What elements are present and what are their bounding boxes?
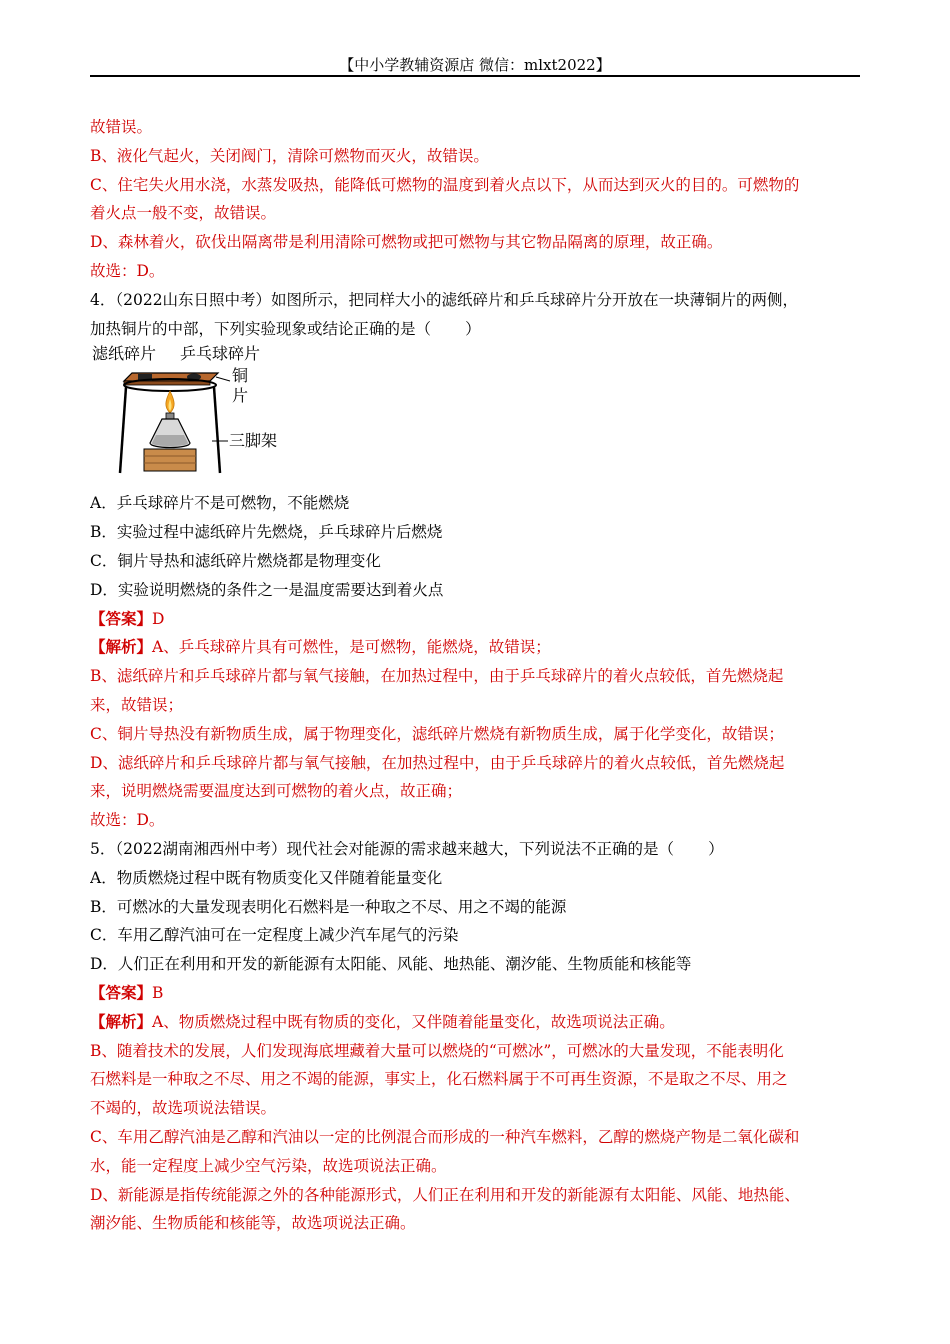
answer-label: 【答案】 (90, 608, 153, 628)
analysis-line: 不竭的，故选项说法错误。 (90, 1099, 277, 1118)
header-rule (90, 75, 860, 77)
wooden-block (144, 449, 196, 471)
option-d: D．实验说明燃烧的条件之一是温度需要达到着火点 (90, 580, 444, 599)
tripod-diagram (92, 345, 292, 483)
label-copper-2: 片 (232, 386, 249, 406)
question-5 (90, 835, 860, 1238)
analysis-label: 【解析】 (90, 637, 153, 657)
choice-line: 故选：D。 (90, 811, 165, 830)
label-filter-paper: 滤纸碎片 (92, 344, 157, 364)
analysis-line: C、车用乙醇汽油是乙醇和汽油以一定的比例混合而形成的一种汽车燃料，乙醇的燃烧产物是二氧化碳和 (90, 1127, 800, 1146)
analysis-line: 石燃料是一种取之不尽、用之不竭的能源，事实上，化石燃料属于不可再生资源，不是取之不尽、用之 (90, 1070, 788, 1089)
answer-value: D (152, 609, 165, 628)
analysis-label: 【解析】 (90, 1011, 153, 1031)
choice-line: 故选：D。 (90, 261, 165, 280)
option-a: A．乒乓球碎片不是可燃物，不能燃烧 (90, 494, 350, 513)
question-stem: 4．（2022山东日照中考）如图所示，把同样大小的滤纸碎片和乒乓球碎片分开放在一块薄铜片的两侧， (90, 290, 799, 309)
question-stem-line2 (90, 315, 860, 344)
analysis-line: 来，故错误； (90, 695, 184, 714)
answer-value: B (152, 983, 164, 1002)
option-a: A．物质燃烧过程中既有物质变化又伴随着能量变化 (90, 868, 443, 887)
leader-line-copper (216, 377, 230, 381)
page-content (90, 113, 860, 1238)
analysis-line: 水，能一定程度上减少空气污染，故选项说法正确。 (90, 1156, 447, 1175)
option-c: C．铜片导热和滤纸碎片燃烧都是物理变化 (90, 551, 381, 570)
answer-label: 【答案】 (90, 982, 153, 1002)
analysis-line: B、随着技术的发展，人们发现海底埋藏着大量可以燃烧的“可燃冰”，可燃冰的大量发现，不能表明化 (90, 1041, 784, 1060)
analysis-line: 着火点一般不变，故错误。 (90, 204, 277, 223)
analysis-line: C、铜片导热没有新物质生成，属于物理变化，滤纸碎片燃烧有新物质生成，属于化学变化，故错误； (90, 724, 784, 743)
previous-analysis (90, 113, 860, 286)
analysis-line: D、新能源是指传统能源之外的各种能源形式，人们正在利用和开发的新能源有太阳能、风能、地热能、 (90, 1185, 800, 1204)
label-pingpong: 乒乓球碎片 (180, 344, 261, 364)
analysis-line: B、滤纸碎片和乒乓球碎片都与氧气接触，在加热过程中，由于乒乓球碎片的着火点较低，首先燃烧起 (90, 667, 784, 686)
analysis-line: 潮汐能、生物质能和核能等，故选项说法正确。 (90, 1214, 416, 1233)
option-c: C．车用乙醇汽油可在一定程度上减少汽车尾气的污染 (90, 926, 459, 945)
analysis-line: 故错误。 (90, 118, 153, 136)
label-copper-1: 铜 (232, 366, 249, 386)
analysis-line: D、森林着火，砍伐出隔离带是利用清除可燃物或把可燃物与其它物品隔离的原理，故正确。 (90, 233, 723, 252)
tripod-leg (120, 387, 126, 473)
answer-line (90, 979, 860, 1008)
stem-text: 5．（2022湖南湘西州中考）现代社会对能源的需求越来越大，下列说法不正确的是（ (90, 839, 675, 858)
option-b: B．实验过程中滤纸碎片先燃烧，乒乓球碎片后燃烧 (90, 523, 443, 542)
analysis-line: C、住宅失火用水浇，水蒸发吸热，能降低可燃物的温度到着火点以下，从而达到灭火的目的。可燃物的 (90, 175, 800, 194)
lamp-wick (166, 413, 174, 419)
question-4 (90, 286, 860, 835)
stem-text: 加热铜片的中部，下列实验现象或结论正确的是（ (90, 319, 432, 338)
tripod-leg (214, 387, 220, 473)
analysis-line: 来，说明燃烧需要温度达到可燃物的着火点，故正确； (90, 782, 463, 801)
stem-close: ） (465, 319, 481, 338)
experiment-figure (92, 345, 292, 483)
label-tripod: 三脚架 (229, 431, 278, 451)
question-stem (90, 835, 860, 864)
page-header: 【中小学教辅资源店 微信：mlxt2022】 (339, 56, 611, 74)
option-b: B．可燃冰的大量发现表明化石燃料是一种取之不尽、用之不竭的能源 (90, 897, 567, 916)
analysis-line: D、滤纸碎片和乒乓球碎片都与氧气接触，在加热过程中，由于乒乓球碎片的着火点较低，首先燃烧起 (90, 753, 785, 772)
analysis-text: A、物质燃烧过程中既有物质的变化，又伴随着能量变化，故选项说法正确。 (152, 1012, 675, 1031)
answer-line (90, 605, 860, 634)
analysis-line: B、液化气起火，关闭阀门，清除可燃物而灭火，故错误。 (90, 146, 489, 165)
stem-close: ） (708, 839, 724, 858)
option-d: D．人们正在利用和开发的新能源有太阳能、风能、地热能、潮汐能、生物质能和核能等 (90, 955, 692, 974)
analysis-text: A、乒乓球碎片具有可燃性，是可燃物，能燃烧，故错误； (152, 638, 551, 657)
analysis-first-line (90, 1008, 860, 1037)
analysis-first-line (90, 633, 860, 662)
lamp-fuel (152, 435, 188, 446)
